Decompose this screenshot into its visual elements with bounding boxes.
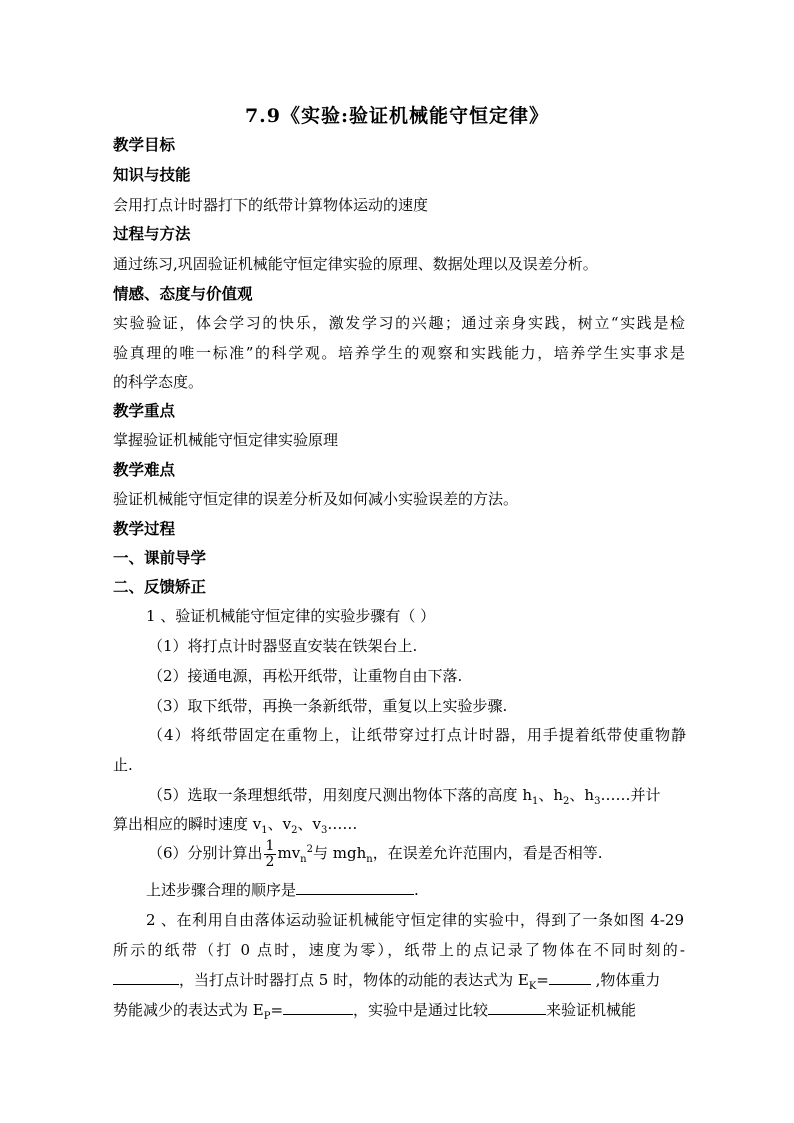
step-3: （3）取下纸带，再换一条新纸带，重复以上实验步骤. — [148, 697, 508, 715]
paragraph: 验真理的唯一标准”的科学观。培养学生的观察和实践能力，培养学生实事求是 — [113, 344, 685, 362]
question-2-cont: 势能减少的表达式为 $E_P=$ ，实验中是通过比较 来验证机械能 — [113, 1001, 637, 1022]
paragraph: 掌握验证机械能守恒定律实验原理 — [113, 431, 339, 449]
paragraph: 实验验证，体会学习的快乐，激发学习的兴趣；通过亲身实践，树立“实践是检 — [113, 314, 685, 332]
paragraph: 会用打点计时器打下的纸带计算物体运动的速度 — [113, 196, 429, 214]
heading-process-method: 过程与方法 — [113, 224, 191, 243]
heading-emotion-values: 情感、态度与价值观 — [113, 284, 253, 303]
heading-feedback: 二、反馈矫正 — [113, 577, 207, 596]
question-2: 2 、在利用自由落体运动验证机械能守恒定律的实验中，得到了一条如图 4-29 — [146, 911, 684, 929]
heading-key-points: 教学重点 — [113, 401, 176, 420]
paragraph: 的科学态度。 — [113, 373, 204, 391]
paragraph: 通过练习,巩固验证机械能守恒定律实验的原理、数据处理以及误差分析。 — [113, 255, 598, 273]
answer-blank[interactable] — [113, 970, 179, 985]
step-4-cont: 止. — [113, 756, 133, 774]
document-title: 7.9《实验:验证机械能守恒定律》 — [244, 105, 550, 127]
step-1: （1）将打点计时器竖直安装在铁架台上. — [148, 637, 418, 655]
step-5: （5）选取一条理想纸带，用刻度尺测出物体下落的高度 $h_1$、$h_2$、$h_3\dots\dots$并计 — [148, 786, 661, 807]
heading-preview: 一、课前导学 — [113, 548, 207, 567]
paragraph: 验证机械能守恒定律的误差分析及如何减小实验误差的方法。 — [113, 490, 519, 508]
answer-blank[interactable] — [296, 880, 414, 895]
answer-blank[interactable] — [283, 1000, 353, 1015]
heading-difficulties: 教学难点 — [113, 460, 176, 479]
step-5-cont: 算出相应的瞬时速度 $v_1$、$v_2$、$v_3\dots\dots$ — [113, 815, 358, 836]
question-2-cont: 所示的纸带（打 0 点时，速度为零），纸带上的点记录了物体在不同时刻的- — [113, 941, 685, 959]
heading-knowledge-skills: 知识与技能 — [113, 165, 191, 184]
step-2: （2）接通电源，再松开纸带，让重物自由下落. — [148, 667, 463, 685]
step-4: （4）将纸带固定在重物上，让纸带穿过打点计时器，用手提着纸带使重物静 — [148, 726, 686, 744]
question-1: 1 、验证机械能守恒定律的实验步骤有（ ） — [146, 607, 436, 625]
heading-teaching-goals: 教学目标 — [113, 135, 176, 154]
order-question: 上述步骤合理的顺序是 . — [146, 881, 419, 899]
answer-blank[interactable] — [488, 1000, 546, 1015]
step-6: （6）分别计算出 $\frac{1}{2}$ $mv_n^2$与 mgh$_n$，在误差允许范围内，看是否相等. — [148, 837, 603, 870]
fraction-half: $\frac{1}{2}$ — [265, 837, 275, 870]
heading-teaching-process: 教学过程 — [113, 519, 176, 538]
question-2-cont: ，当打点计时器打点 5 时，物体的动能的表达式为 $E_K=$ ,物体重力 — [113, 970, 685, 990]
answer-blank[interactable] — [549, 970, 591, 985]
